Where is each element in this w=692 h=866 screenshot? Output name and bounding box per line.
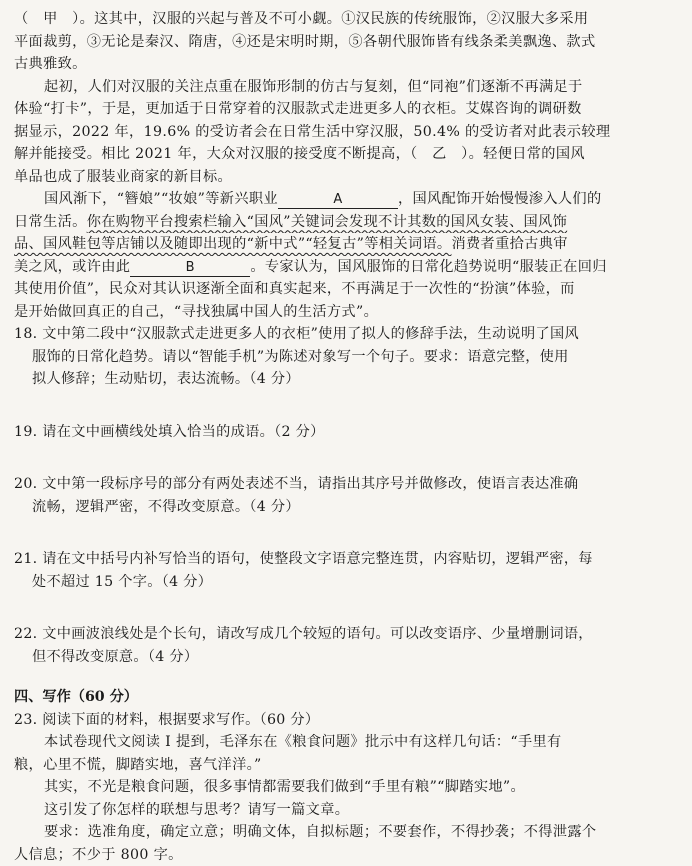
passage-text: 日常生活。 <box>14 214 87 230</box>
question-21-cont: 处不超过 15 个字。（4 分） <box>14 571 678 594</box>
question-18-cont: 拟人修辞；生动贴切，表达流畅。（4 分） <box>14 368 678 391</box>
passage-line: 解并能接受。相比 2021 年，大众对汉服的接受度不断提高，（ 乙 ）。轻便日常的国风 <box>14 143 678 166</box>
blank-b: B <box>130 260 250 277</box>
writing-section <box>14 686 678 866</box>
requirements-line: 人信息；不少于 800 字。 <box>14 844 678 866</box>
question-18: 18. 文中第二段中“汉服款式走进更多人的衣柜”使用了拟人的修辞手法，生动说明了国风 <box>14 323 678 346</box>
passage-line: 起初，人们对汉服的关注点重在服饰形制的仿古与复刻，但“同袍”们逐渐不再满足于 <box>14 76 678 99</box>
wavy-underlined-sentence: 品、国风鞋包等店铺以及随即出现的“新中式”“轻复古”等相关词语。 <box>14 236 451 252</box>
question-22: 22. 文中画波浪线处是个长句，请改写成几个较短的语句。可以改变语序、少量增删词语， <box>14 623 678 646</box>
passage-text: 。专家认为，国风服饰的日常化趋势说明“服装正在回归 <box>250 259 607 275</box>
section-title: 四、写作（60 分） <box>14 686 678 709</box>
question-19: 19. 请在文中画横线处填入恰当的成语。（2 分） <box>14 421 678 444</box>
passage <box>14 8 678 323</box>
passage-line: 其使用价值”，民众对其认识逐渐全面和真实起来，不再满足于一次性的“扮演”体验，而 <box>14 278 678 301</box>
question-20-cont: 流畅，逻辑严密，不得改变原意。（4 分） <box>14 496 678 519</box>
passage-line: 单品也成了服装业商家的新目标。 <box>14 166 678 189</box>
passage-line: 据显示，2022 年，19.6% 的受访者会在日常生活中穿汉服，50.4% 的受访者对此表示较理 <box>14 121 678 144</box>
passage-text: 体验“打卡”，于是，更加适于日常穿着的汉服款式走进更多人的衣柜。艾媒咨询的调研数 <box>14 101 582 117</box>
material-line: 其实，不光是粮食问题，很多事情都需要我们做到“手里有粮”“脚踏实地”。 <box>14 776 678 799</box>
passage-line <box>14 233 678 256</box>
question-18-cont: 服饰的日常化趋势。请以“智能手机”为陈述对象写一个句子。要求：语意完整，使用 <box>14 346 678 369</box>
material-line: 这引发了你怎样的联想与思考？请写一篇文章。 <box>14 799 678 822</box>
passage-line <box>14 211 678 234</box>
passage-line: 平面裁剪，③无论是秦汉、隋唐，④还是宋明时期，⑤各朝代服饰皆有线条柔美飘逸、款式 <box>14 31 678 54</box>
question-21: 21. 请在文中括号内补写恰当的语句，使整段文字语意完整连贯，内容贴切，逻辑严密，每 <box>14 548 678 571</box>
material-line: 粮，心里不慌，脚踏实地，喜气洋洋。” <box>14 754 678 777</box>
passage-line <box>14 98 678 121</box>
blank-a: A <box>278 192 398 209</box>
passage-text: 消费者重拾古典审 <box>451 236 567 252</box>
passage-line: 是开始做回真正的自己，“寻找独属中国人的生活方式”。 <box>14 301 678 324</box>
passage-line <box>14 188 678 211</box>
passage-text: 美之风，或许由此 <box>14 259 130 275</box>
passage-line <box>14 256 678 279</box>
questions <box>14 323 678 686</box>
question-23: 23. 阅读下面的材料，根据要求写作。（60 分） <box>14 709 678 732</box>
passage-line: （ 甲 ）。这其中，汉服的兴起与普及不可小觑。①汉民族的传统服饰，②汉服大多采用 <box>14 8 678 31</box>
requirements-line: 要求：选准角度，确定立意；明确文体，自拟标题；不要套作，不得抄袭；不得泄露个 <box>14 821 678 844</box>
wavy-underlined-sentence: 你在购物平台搜索栏输入“国风”关键词会发现不计其数的国风女装、国风饰 <box>87 214 567 230</box>
material-line: 本试卷现代文阅读 Ⅰ 提到，毛泽东在《粮食问题》批示中有这样几句话：“手里有 <box>14 731 678 754</box>
passage-line: 古典雅致。 <box>14 53 678 76</box>
passage-text: 国风渐下，“簪娘”“妆娘”等新兴职业 <box>44 191 278 207</box>
passage-text: ，国风配饰开始慢慢渗入人们的 <box>398 191 602 207</box>
question-20: 20. 文中第一段标序号的部分有两处表述不当，请指出其序号并做修改，使语言表达准确 <box>14 473 678 496</box>
question-22-cont: 但不得改变原意。（4 分） <box>14 646 678 669</box>
